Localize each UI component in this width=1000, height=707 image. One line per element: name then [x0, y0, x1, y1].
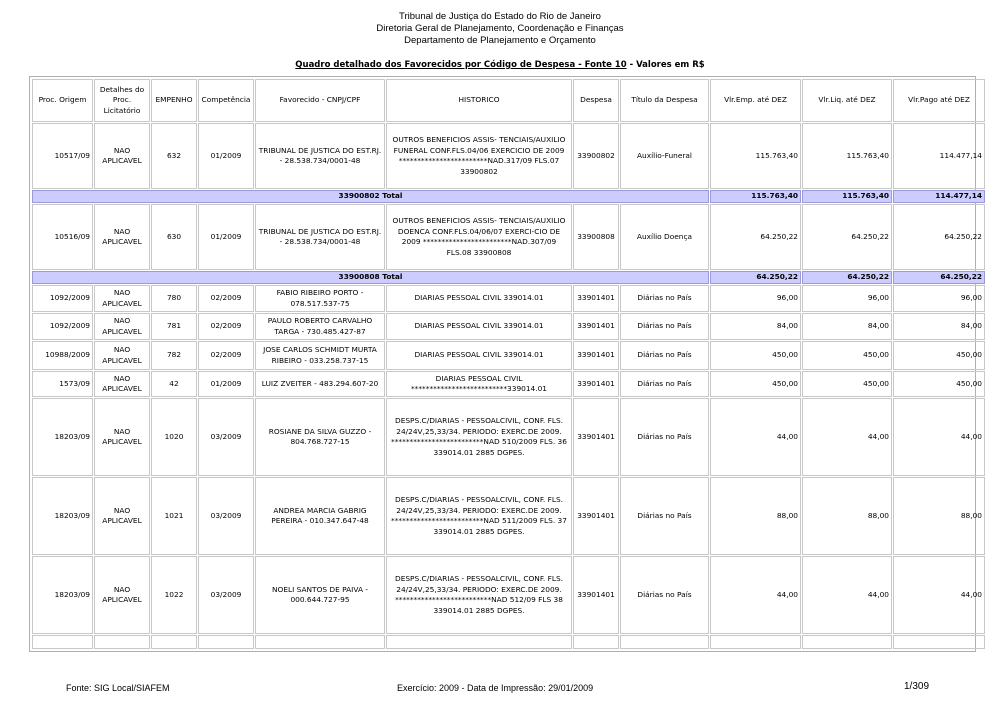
cell-vlr-pago: 450,00	[893, 341, 985, 370]
table-row	[32, 556, 985, 634]
cell-competencia: 01/2009	[198, 204, 254, 270]
cell-historico: OUTROS BENEFICIOS ASSIS- TENCIAIS/AUXILIO DOENCA CONF.FLS.04/06/07 EXERCI-CIO DE 2009 ************************NAD.307/09 FLS.08 33900808	[386, 204, 572, 270]
footer-source: Fonte: SIG Local/SIAFEM	[66, 683, 170, 693]
empty-cell	[386, 635, 572, 649]
cell-proc-origem: 18203/09	[32, 556, 93, 634]
table-header-row	[32, 79, 985, 122]
cell-proc-origem: 1573/09	[32, 371, 93, 397]
cell-despesa: 33900808	[573, 204, 619, 270]
department-name: Departamento de Planejamento e Orçamento	[404, 35, 596, 46]
col-favorecido-header: Favorecido - CNPJ/CPF	[255, 79, 385, 122]
report-title-suffix: - Valores em R$	[626, 60, 705, 70]
cell-favorecido: NOELI SANTOS DE PAIVA - 000.644.727-95	[255, 556, 385, 634]
table-row	[32, 123, 985, 189]
empty-cell	[255, 635, 385, 649]
spacer-row	[32, 635, 985, 649]
cell-despesa: 33901401	[573, 371, 619, 397]
cell-titulo: Auxílio-Funeral	[620, 123, 709, 189]
cell-empenho: 42	[151, 371, 197, 397]
cell-detalhes: NAO APLICAVEL	[94, 341, 150, 370]
cell-vlr-liq: 96,00	[802, 285, 892, 312]
empty-cell	[710, 635, 801, 649]
cell-despesa: 33900802	[573, 123, 619, 189]
cell-favorecido: TRIBUNAL DE JUSTICA DO EST.RJ. - 28.538.734/0001-48	[255, 123, 385, 189]
cell-empenho: 632	[151, 123, 197, 189]
cell-vlr-pago: 88,00	[893, 477, 985, 555]
report-table-frame	[29, 76, 982, 652]
cell-despesa: 33901401	[573, 556, 619, 634]
cell-proc-origem: 10517/09	[32, 123, 93, 189]
cell-historico: DIARIAS PESSOAL CIVIL 339014.01	[386, 285, 572, 312]
cell-proc-origem: 1092/2009	[32, 313, 93, 340]
table-row	[32, 341, 985, 370]
footer-exercise: Exercício: 2009 - Data de Impressão: 29/01/2009	[397, 683, 594, 693]
cell-favorecido: TRIBUNAL DE JUSTICA DO EST.RJ. - 28.538.734/0001-48	[255, 204, 385, 270]
table-body	[32, 123, 985, 649]
report-table	[31, 78, 986, 650]
cell-favorecido: PAULO ROBERTO CARVALHO TARGA - 730.485.427-87	[255, 313, 385, 340]
cell-vlr-liq: 84,00	[802, 313, 892, 340]
cell-competencia: 02/2009	[198, 285, 254, 312]
cell-empenho: 630	[151, 204, 197, 270]
cell-empenho: 780	[151, 285, 197, 312]
cell-despesa: 33901401	[573, 341, 619, 370]
cell-vlr-emp: 64.250,22	[710, 204, 801, 270]
cell-competencia: 03/2009	[198, 477, 254, 555]
col-empenho-header: EMPENHO	[151, 79, 197, 122]
col-vlr-liq-header: Vlr.Liq. até DEZ	[802, 79, 892, 122]
cell-detalhes: NAO APLICAVEL	[94, 123, 150, 189]
cell-historico: DESPS.C/DIARIAS - PESSOALCIVIL, CONF. FLS. 24/24V,25,33/34. PERIODO: EXERC.DE 2009. *************************NAD 510/2009 FLS. 36 339014.01 2885 DGPES.	[386, 398, 572, 476]
empty-cell	[151, 635, 197, 649]
cell-vlr-pago: 96,00	[893, 285, 985, 312]
cell-titulo: Diárias no País	[620, 285, 709, 312]
empty-cell	[198, 635, 254, 649]
cell-despesa: 33901401	[573, 477, 619, 555]
col-titulo-header: Título da Despesa	[620, 79, 709, 122]
cell-favorecido: JOSE CARLOS SCHMIDT MURTA RIBEIRO - 033.258.737-15	[255, 341, 385, 370]
empty-cell	[32, 635, 93, 649]
cell-favorecido: ANDREA MARCIA GABRIG PEREIRA - 010.347.647-48	[255, 477, 385, 555]
col-detalhes-header: Detalhes do Proc. Licitatório	[94, 79, 150, 122]
report-title-main: Quadro detalhado dos Favorecidos por Código de Despesa - Fonte 10	[295, 60, 627, 70]
cell-vlr-pago: 44,00	[893, 398, 985, 476]
cell-vlr-pago: 64.250,22	[893, 204, 985, 270]
org-name: Tribunal de Justiça do Estado do Rio de Janeiro	[399, 11, 601, 22]
cell-titulo: Diárias no País	[620, 398, 709, 476]
cell-titulo: Auxílio Doença	[620, 204, 709, 270]
cell-vlr-liq: 115.763,40	[802, 123, 892, 189]
cell-despesa: 33901401	[573, 313, 619, 340]
table-row	[32, 371, 985, 397]
cell-vlr-liq: 88,00	[802, 477, 892, 555]
cell-vlr-liq: 44,00	[802, 398, 892, 476]
cell-titulo: Diárias no País	[620, 313, 709, 340]
cell-vlr-emp: 450,00	[710, 371, 801, 397]
cell-proc-origem: 18203/09	[32, 477, 93, 555]
cell-detalhes: NAO APLICAVEL	[94, 204, 150, 270]
subtotal-vlr-emp: 115.763,40	[710, 190, 801, 203]
cell-detalhes: NAO APLICAVEL	[94, 371, 150, 397]
cell-despesa: 33901401	[573, 285, 619, 312]
cell-titulo: Diárias no País	[620, 371, 709, 397]
cell-vlr-pago: 450,00	[893, 371, 985, 397]
report-title	[0, 60, 1000, 70]
cell-competencia: 03/2009	[198, 398, 254, 476]
cell-historico: DIARIAS PESSOAL CIVIL **************************339014.01	[386, 371, 572, 397]
cell-titulo: Diárias no País	[620, 556, 709, 634]
cell-competencia: 03/2009	[198, 556, 254, 634]
cell-empenho: 781	[151, 313, 197, 340]
col-historico-header: HISTORICO	[386, 79, 572, 122]
cell-vlr-pago: 44,00	[893, 556, 985, 634]
cell-empenho: 1022	[151, 556, 197, 634]
cell-vlr-pago: 84,00	[893, 313, 985, 340]
subtotal-vlr-pago: 64.250,22	[893, 271, 985, 284]
table-row	[32, 398, 985, 476]
cell-vlr-emp: 96,00	[710, 285, 801, 312]
subtotal-row	[32, 271, 985, 284]
cell-historico: DESPS.C/DIARIAS - PESSOALCIVIL, CONF. FLS. 24/24V,25,33/34. PERIODO: EXERC.DE 2009. *************************NAD 511/2009 FLS. 37 339014.01 2885 DGPES.	[386, 477, 572, 555]
cell-historico: DIARIAS PESSOAL CIVIL 339014.01	[386, 313, 572, 340]
cell-detalhes: NAO APLICAVEL	[94, 285, 150, 312]
subtotal-vlr-pago: 114.477,14	[893, 190, 985, 203]
cell-empenho: 1021	[151, 477, 197, 555]
cell-detalhes: NAO APLICAVEL	[94, 556, 150, 634]
subtotal-label: 33900808 Total	[32, 271, 709, 284]
col-vlr-pago-header: Vlr.Pago até DEZ	[893, 79, 985, 122]
cell-competencia: 02/2009	[198, 313, 254, 340]
cell-vlr-emp: 84,00	[710, 313, 801, 340]
cell-vlr-liq: 450,00	[802, 371, 892, 397]
cell-proc-origem: 10516/09	[32, 204, 93, 270]
cell-competencia: 01/2009	[198, 123, 254, 189]
cell-vlr-emp: 88,00	[710, 477, 801, 555]
table-row	[32, 313, 985, 340]
directorate-name: Diretoria Geral de Planejamento, Coordenação e Finanças	[376, 23, 624, 34]
subtotal-label: 33900802 Total	[32, 190, 709, 203]
cell-vlr-emp: 450,00	[710, 341, 801, 370]
empty-cell	[573, 635, 619, 649]
table-row	[32, 204, 985, 270]
page-number: 1/309	[904, 681, 930, 692]
col-proc-origem-header: Proc. Origem	[32, 79, 93, 122]
cell-historico: OUTROS BENEFICIOS ASSIS- TENCIAIS/AUXILIO FUNERAL CONF.FLS.04/06 EXERCICIO DE 2009 ************************NAD.317/09 FLS.07 33900802	[386, 123, 572, 189]
cell-vlr-liq: 450,00	[802, 341, 892, 370]
cell-detalhes: NAO APLICAVEL	[94, 313, 150, 340]
cell-favorecido: ROSIANE DA SILVA GUZZO - 804.768.727-15	[255, 398, 385, 476]
cell-empenho: 782	[151, 341, 197, 370]
subtotal-vlr-liq: 115.763,40	[802, 190, 892, 203]
cell-competencia: 02/2009	[198, 341, 254, 370]
subtotal-row	[32, 190, 985, 203]
cell-detalhes: NAO APLICAVEL	[94, 477, 150, 555]
empty-cell	[94, 635, 150, 649]
cell-proc-origem: 18203/09	[32, 398, 93, 476]
cell-vlr-liq: 64.250,22	[802, 204, 892, 270]
cell-favorecido: LUIZ ZVEITER - 483.294.607-20	[255, 371, 385, 397]
cell-titulo: Diárias no País	[620, 341, 709, 370]
cell-vlr-emp: 115.763,40	[710, 123, 801, 189]
col-competencia-header: Competência	[198, 79, 254, 122]
table-row	[32, 285, 985, 312]
cell-vlr-emp: 44,00	[710, 398, 801, 476]
cell-historico: DESPS.C/DIARIAS - PESSOALCIVIL, CONF. FLS. 24/24V,25,33/34. PERIODO: EXERC.DE 2009. **************************NAD 512/09 FLS 38 339014.01 2885 DGPES.	[386, 556, 572, 634]
cell-detalhes: NAO APLICAVEL	[94, 398, 150, 476]
table-row	[32, 477, 985, 555]
cell-proc-origem: 10988/2009	[32, 341, 93, 370]
cell-favorecido: FABIO RIBEIRO PORTO - 078.517.537-75	[255, 285, 385, 312]
cell-vlr-pago: 114.477,14	[893, 123, 985, 189]
col-despesa-header: Despesa	[573, 79, 619, 122]
cell-vlr-emp: 44,00	[710, 556, 801, 634]
cell-historico: DIARIAS PESSOAL CIVIL 339014.01	[386, 341, 572, 370]
cell-vlr-liq: 44,00	[802, 556, 892, 634]
cell-competencia: 01/2009	[198, 371, 254, 397]
empty-cell	[802, 635, 892, 649]
cell-proc-origem: 1092/2009	[32, 285, 93, 312]
cell-despesa: 33901401	[573, 398, 619, 476]
subtotal-vlr-liq: 64.250,22	[802, 271, 892, 284]
empty-cell	[893, 635, 985, 649]
col-vlr-emp-header: Vlr.Emp. até DEZ	[710, 79, 801, 122]
empty-cell	[620, 635, 709, 649]
cell-empenho: 1020	[151, 398, 197, 476]
cell-titulo: Diárias no País	[620, 477, 709, 555]
subtotal-vlr-emp: 64.250,22	[710, 271, 801, 284]
